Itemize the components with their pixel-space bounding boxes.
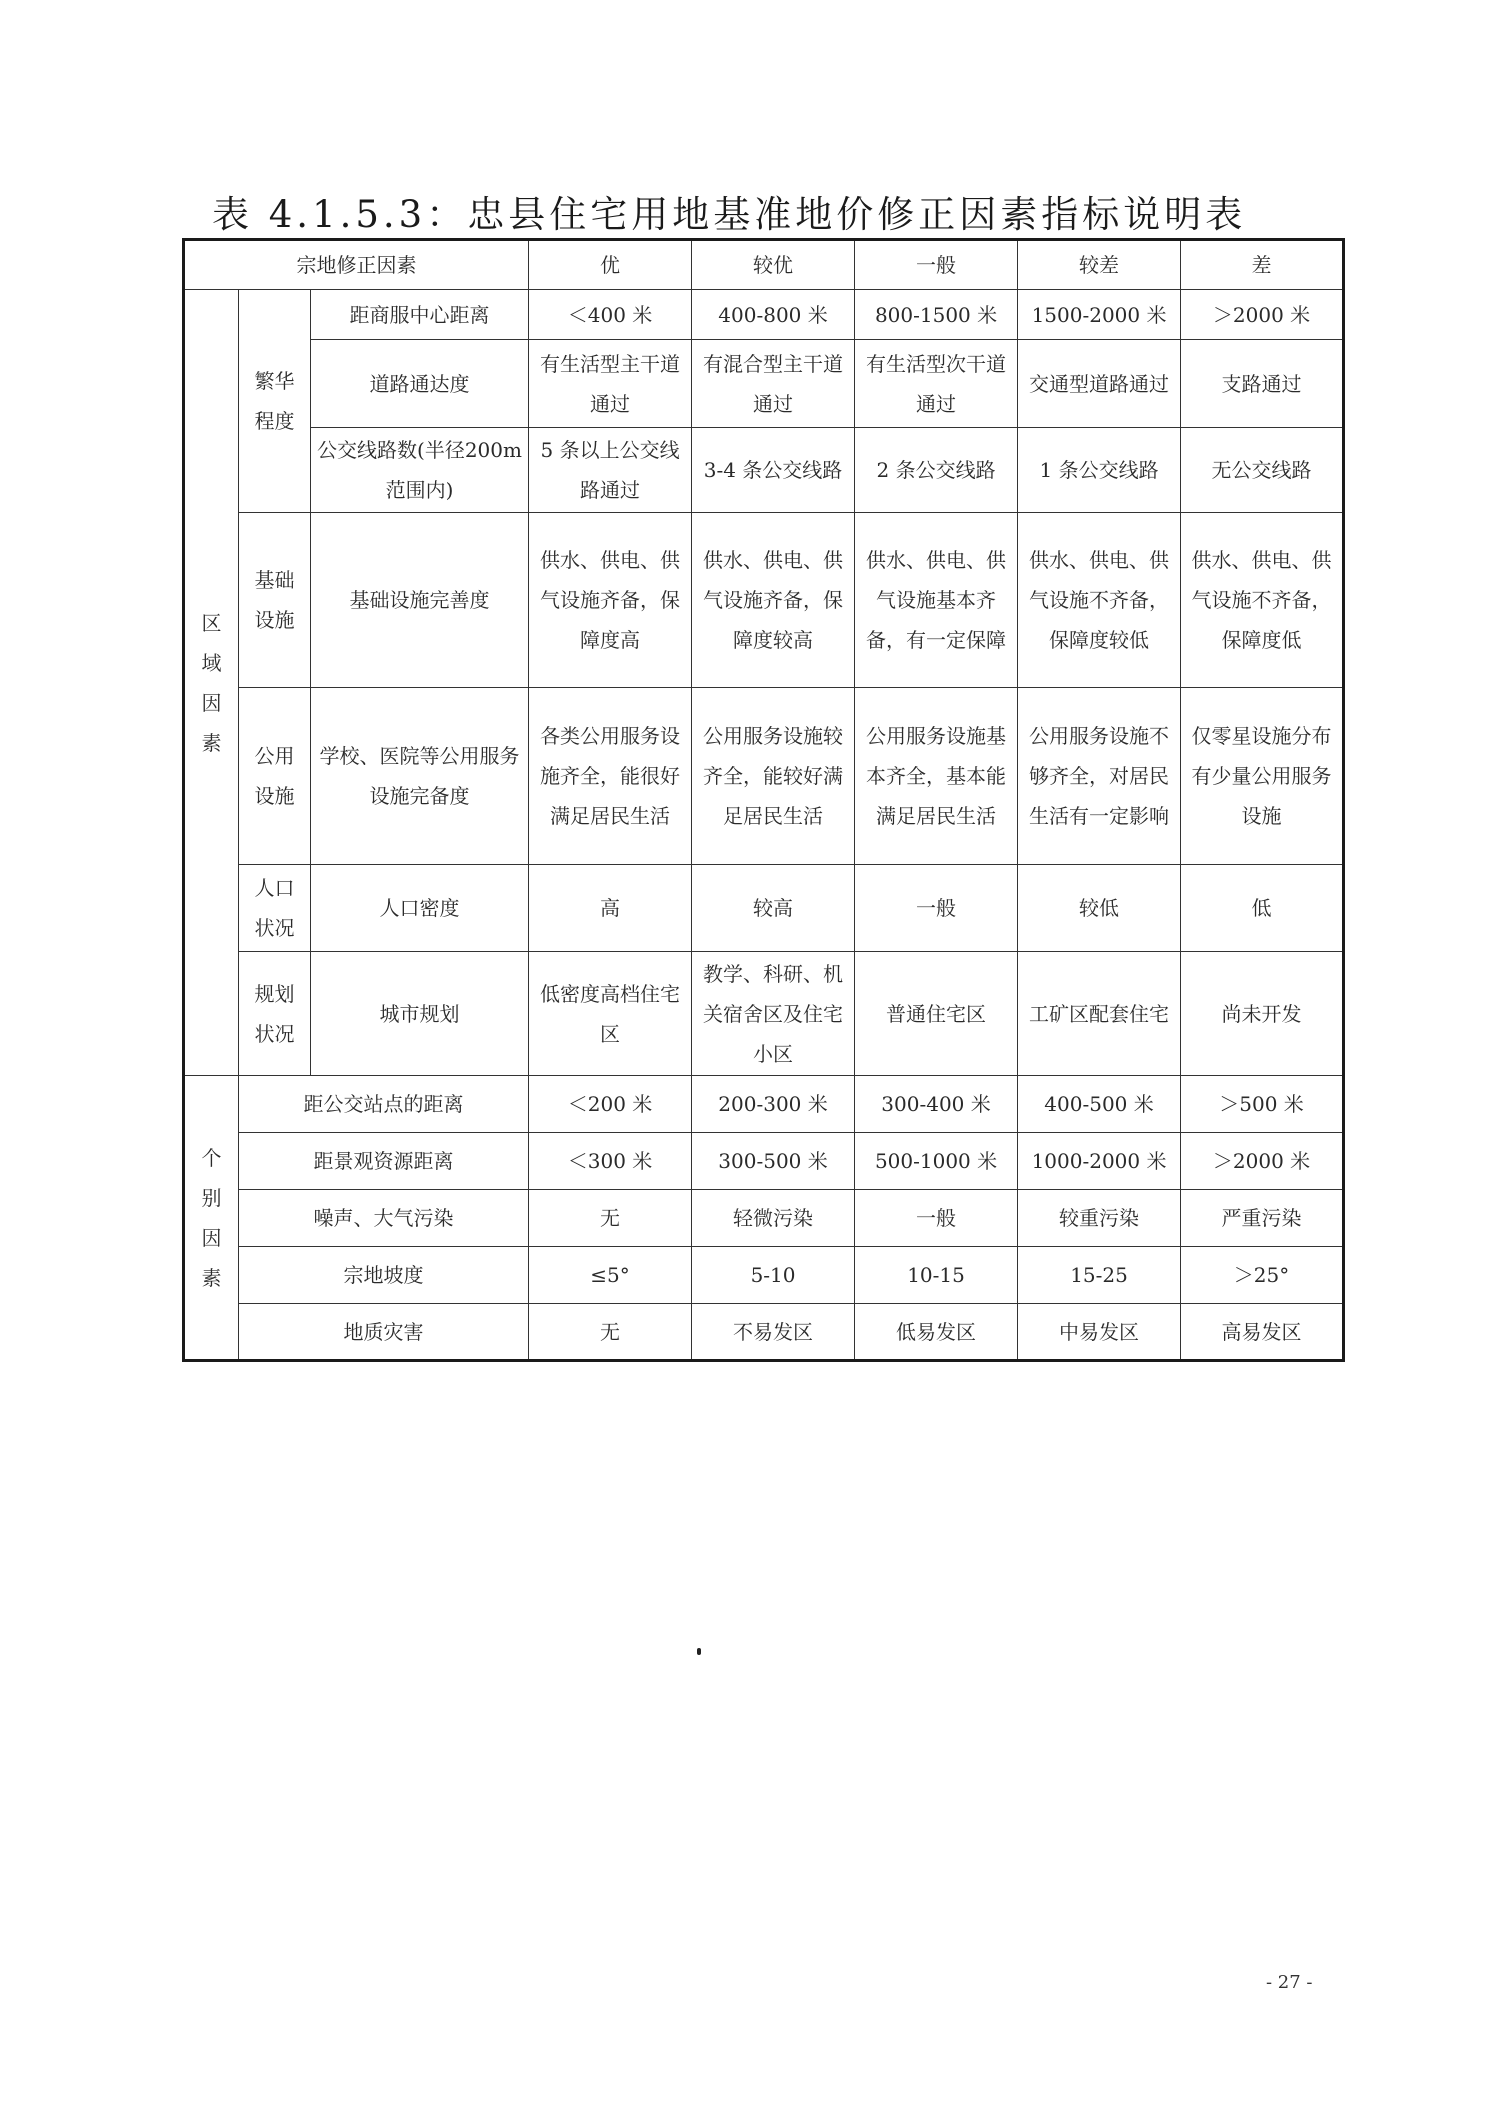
factor-value: 供水、供电、供气设施基本齐备，有一定保障	[855, 513, 1018, 688]
factor-value: 供水、供电、供气设施不齐备，保障度低	[1181, 513, 1344, 688]
factor-value: 供水、供电、供气设施不齐备，保障度较低	[1018, 513, 1181, 688]
factor-value: 3-4 条公交线路	[692, 428, 855, 513]
factor-value: 1500-2000 米	[1018, 290, 1181, 340]
header-row	[184, 240, 1344, 290]
factor-value: 无公交线路	[1181, 428, 1344, 513]
factor-value: 400-500 米	[1018, 1076, 1181, 1133]
header-level: 较优	[692, 240, 855, 290]
factor-value: 无	[529, 1304, 692, 1361]
factor-value: 普通住宅区	[855, 952, 1018, 1076]
factor-name: 学校、医院等公用服务设施完备度	[311, 688, 529, 865]
label-char: 因	[201, 690, 222, 715]
header-level: 较差	[1018, 240, 1181, 290]
table-row	[184, 1247, 1344, 1304]
factor-value: ＜400 米	[529, 290, 692, 340]
factor-name: 道路通达度	[311, 340, 529, 428]
table-row	[184, 1304, 1344, 1361]
factor-name: 人口密度	[311, 865, 529, 952]
table-row	[184, 290, 1344, 340]
factor-value: 高	[529, 865, 692, 952]
factor-value: 供水、供电、供气设施齐备，保障度较高	[692, 513, 855, 688]
group-label	[239, 688, 311, 865]
factor-value: ＜300 米	[529, 1133, 692, 1190]
factor-value: 高易发区	[1181, 1304, 1344, 1361]
factor-value: 400-800 米	[692, 290, 855, 340]
factor-value: 较低	[1018, 865, 1181, 952]
group-label-line: 繁华	[254, 369, 295, 393]
table-row	[184, 1076, 1344, 1133]
factor-name: 宗地坡度	[239, 1247, 529, 1304]
group-label	[239, 513, 311, 688]
group-label-line: 程度	[254, 409, 295, 433]
factor-name: 公交线路数(半径200m 范围内)	[311, 428, 529, 513]
factor-value: 教学、科研、机关宿舍区及住宅小区	[692, 952, 855, 1076]
factor-value: 公用服务设施基本齐全，基本能满足居民生活	[855, 688, 1018, 865]
factor-value: ≤5°	[529, 1247, 692, 1304]
header-level: 差	[1181, 240, 1344, 290]
factor-value: 交通型道路通过	[1018, 340, 1181, 428]
factor-value: 10-15	[855, 1247, 1018, 1304]
factor-value: 尚未开发	[1181, 952, 1344, 1076]
label-char: 素	[201, 1265, 222, 1290]
header-factor: 宗地修正因素	[184, 240, 529, 290]
factor-name: 距公交站点的距离	[239, 1076, 529, 1133]
group-label-line: 设施	[254, 608, 295, 632]
factor-value: 轻微污染	[692, 1190, 855, 1247]
scan-mark	[697, 1648, 701, 1655]
factor-value: ＞500 米	[1181, 1076, 1344, 1133]
factor-value: 公用服务设施较齐全，能较好满足居民生活	[692, 688, 855, 865]
label-char: 域	[201, 650, 222, 675]
factor-name: 城市规划	[311, 952, 529, 1076]
group-label	[239, 865, 311, 952]
header-level: 一般	[855, 240, 1018, 290]
factor-value: 300-400 米	[855, 1076, 1018, 1133]
factor-value: 500-1000 米	[855, 1133, 1018, 1190]
factor-value: 一般	[855, 865, 1018, 952]
correction-factor-table	[182, 238, 1345, 1362]
factor-value: 支路通过	[1181, 340, 1344, 428]
label-char: 别	[201, 1185, 222, 1210]
factor-value: 15-25	[1018, 1247, 1181, 1304]
group-label-line: 人口	[254, 876, 295, 900]
factor-value: 一般	[855, 1190, 1018, 1247]
regional-factor-label	[184, 290, 239, 1076]
factor-value: 1 条公交线路	[1018, 428, 1181, 513]
group-label-line: 公用	[254, 744, 295, 768]
factor-value: 低易发区	[855, 1304, 1018, 1361]
factor-value: 公用服务设施不够齐全，对居民生活有一定影响	[1018, 688, 1181, 865]
factor-value: 各类公用服务设施齐全，能很好满足居民生活	[529, 688, 692, 865]
factor-value: 5 条以上公交线路通过	[529, 428, 692, 513]
factor-value: 有生活型次干道通过	[855, 340, 1018, 428]
group-label-line: 基础	[254, 568, 295, 592]
factor-value: ＞25°	[1181, 1247, 1344, 1304]
table-row	[184, 1190, 1344, 1247]
factor-value: 低	[1181, 865, 1344, 952]
factor-value: ＞2000 米	[1181, 290, 1344, 340]
factor-value: 不易发区	[692, 1304, 855, 1361]
factor-value: 中易发区	[1018, 1304, 1181, 1361]
factor-value: 仅零星设施分布有少量公用服务设施	[1181, 688, 1344, 865]
page-number: - 27 -	[1266, 1972, 1313, 1993]
factor-value: 工矿区配套住宅	[1018, 952, 1181, 1076]
factor-value: 5-10	[692, 1247, 855, 1304]
factor-name: 基础设施完善度	[311, 513, 529, 688]
factor-value: 200-300 米	[692, 1076, 855, 1133]
factor-name: 地质灾害	[239, 1304, 529, 1361]
table-row	[184, 513, 1344, 688]
factor-value: 2 条公交线路	[855, 428, 1018, 513]
table-row	[184, 1133, 1344, 1190]
group-label-line: 规划	[254, 981, 295, 1006]
label-char: 个	[201, 1145, 222, 1170]
header-level: 优	[529, 240, 692, 290]
factor-value: ＜200 米	[529, 1076, 692, 1133]
factor-value: ＞2000 米	[1181, 1133, 1344, 1190]
factor-value: 有混合型主干道通过	[692, 340, 855, 428]
table-row	[184, 340, 1344, 428]
factor-value: 无	[529, 1190, 692, 1247]
individual-factor-label	[184, 1076, 239, 1361]
factor-value: 300-500 米	[692, 1133, 855, 1190]
table-row	[184, 688, 1344, 865]
group-label	[239, 952, 311, 1076]
factor-value: 较重污染	[1018, 1190, 1181, 1247]
factor-name: 噪声、大气污染	[239, 1190, 529, 1247]
factor-value: 较高	[692, 865, 855, 952]
factor-name: 距商服中心距离	[311, 290, 529, 340]
group-label	[239, 290, 311, 513]
table-title: 表 4.1.5.3：忠县住宅用地基准地价修正因素指标说明表	[212, 193, 1247, 236]
factor-name: 距景观资源距离	[239, 1133, 529, 1190]
label-char: 因	[201, 1225, 222, 1250]
table-row	[184, 865, 1344, 952]
factor-value: 1000-2000 米	[1018, 1133, 1181, 1190]
group-label-line: 设施	[254, 784, 295, 808]
group-label-line: 状况	[254, 1021, 295, 1046]
factor-value: 低密度高档住宅区	[529, 952, 692, 1076]
label-char: 素	[201, 730, 222, 755]
label-char: 区	[201, 610, 222, 635]
table-row	[184, 952, 1344, 1076]
table-row	[184, 428, 1344, 513]
factor-value: 有生活型主干道通过	[529, 340, 692, 428]
factor-value: 供水、供电、供气设施齐备，保障度高	[529, 513, 692, 688]
factor-value: 800-1500 米	[855, 290, 1018, 340]
group-label-line: 状况	[254, 916, 295, 940]
factor-value: 严重污染	[1181, 1190, 1344, 1247]
